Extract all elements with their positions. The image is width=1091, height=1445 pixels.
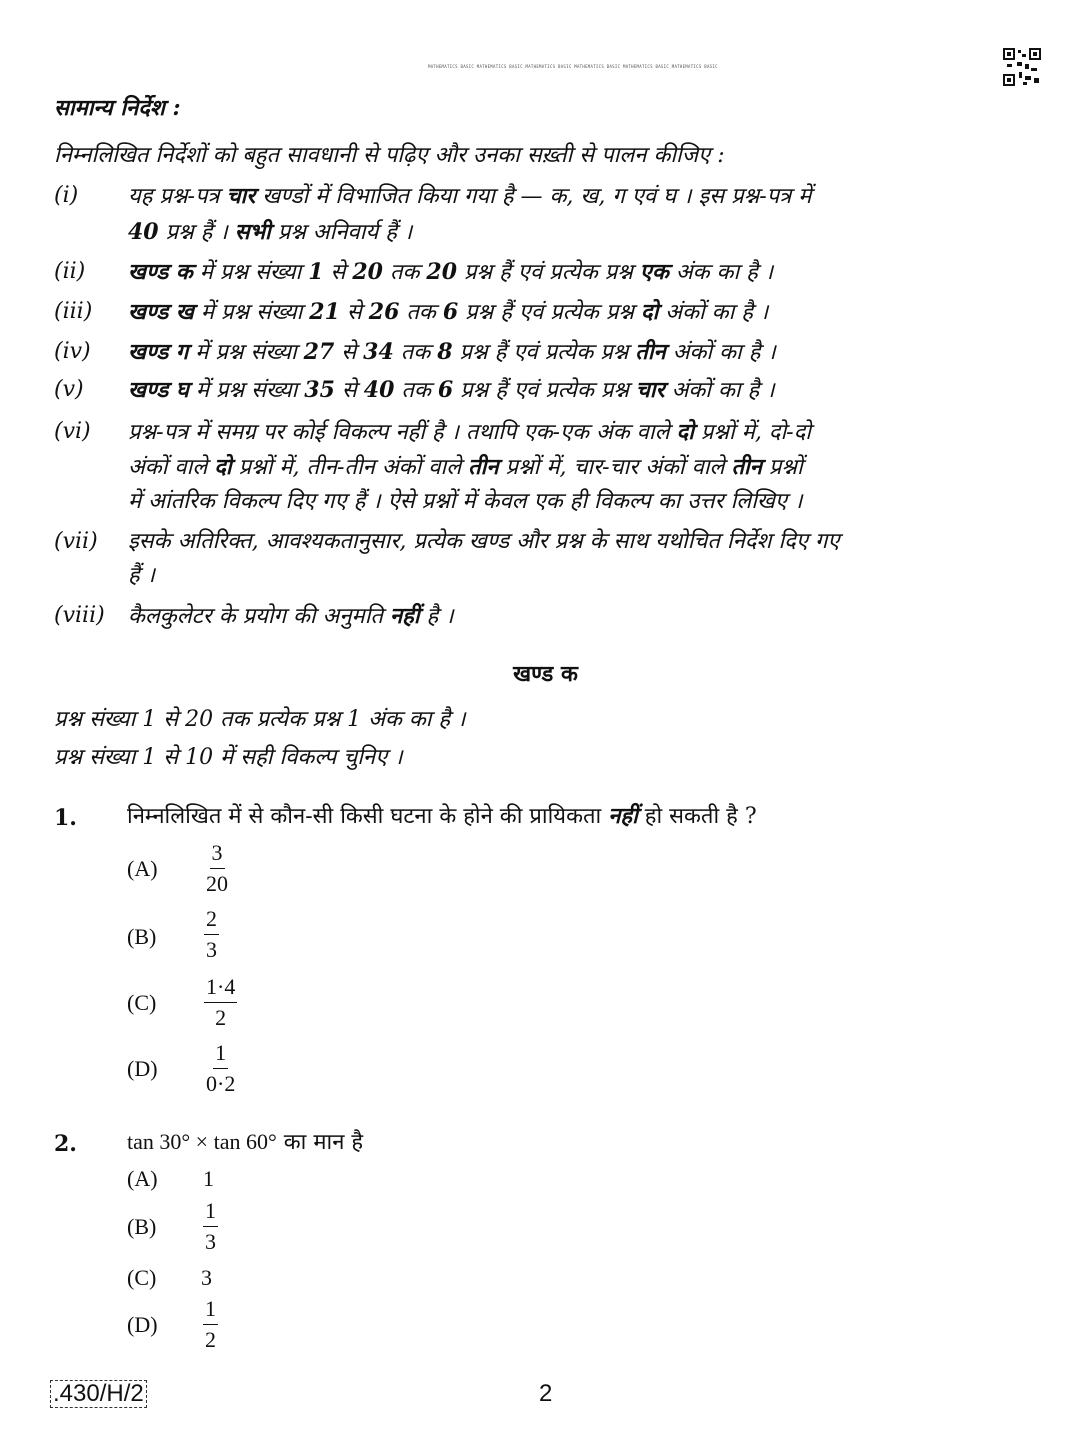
page-number: 2 — [539, 1380, 553, 1407]
instruction-number: (iv) — [54, 339, 91, 364]
section-title: खण्ड क — [513, 661, 578, 687]
option-label: (C) — [127, 990, 157, 1015]
instruction-text: इसके अतिरिक्त, आवश्यकतानुसार, प्रत्येक खण्ड और प्रश्न के साथ यथोचित निर्देश दिए गए — [128, 529, 840, 554]
option-fraction: $\frac{1\cdot 4}{2}$ — [206, 974, 236, 1030]
instruction-text: खण्ड घ में प्रश्न संख्या 35 से 40 तक 6 प्रश्न हैं एवं प्रत्येक प्रश्न चार अंकों का है । — [128, 377, 775, 403]
instructions-intro: निम्नलिखित निर्देशों को बहुत सावधानी से पढ़िए और उनका सख़्ती से पालन कीजिए : — [54, 143, 725, 168]
option-label: (D) — [127, 1056, 158, 1081]
qr-code-icon — [1003, 48, 1041, 86]
instruction-text: कैलकुलेटर के प्रयोग की अनुमति नहीं है । — [128, 603, 454, 629]
instructions-heading: सामान्य निर्देश : — [54, 95, 181, 121]
option-fraction: $\frac{1}{2}$ — [205, 1296, 216, 1352]
option-label: (A) — [127, 1166, 158, 1191]
question-number: 1. — [54, 805, 77, 831]
instruction-text: अंकों वाले दो प्रश्नों में, तीन-तीन अंकों वाले तीन प्रश्नों में, चार-चार अंकों वाले तीन प्रश्नों — [128, 454, 803, 480]
option-value: 3 — [201, 1265, 212, 1290]
instruction-number: (vi) — [54, 419, 91, 444]
option-fraction: $\frac{2}{3}$ — [206, 906, 217, 962]
question-text: tan 30° × tan 60° का मान है — [127, 1129, 364, 1155]
option-fraction: $\frac{1}{3}$ — [205, 1198, 216, 1254]
instruction-text: खण्ड ग में प्रश्न संख्या 27 से 34 तक 8 प्रश्न हैं एवं प्रत्येक प्रश्न तीन अंकों का है । — [128, 339, 776, 365]
instruction-text: 40 प्रश्न हैं । सभी प्रश्न अनिवार्य हैं । — [128, 219, 413, 245]
instruction-text: खण्ड ख में प्रश्न संख्या 21 से 26 तक 6 प्रश्न हैं एवं प्रत्येक प्रश्न दो अंकों का है । — [128, 299, 769, 325]
section-note: प्रश्न संख्या 1 से 10 में सही विकल्प चुनिए । — [54, 745, 403, 770]
option-label: (D) — [127, 1312, 158, 1337]
option-label: (A) — [127, 856, 158, 881]
option-value: 1 — [203, 1166, 214, 1191]
instruction-number: (i) — [54, 183, 79, 208]
paper-code: .430/H/2 — [50, 1380, 147, 1408]
instruction-number: (iii) — [54, 299, 93, 324]
option-fraction: $\frac{1}{0\cdot 2}$ — [206, 1040, 236, 1096]
option-fraction: $\frac{3}{20}$ — [206, 840, 228, 896]
instruction-number: (v) — [54, 377, 84, 402]
instruction-text: हैं । — [128, 563, 156, 588]
option-label: (C) — [127, 1265, 157, 1290]
question-text: निम्नलिखित में से कौन-सी किसी घटना के होने की प्रायिकता नहीं हो सकती है ? — [127, 803, 757, 829]
instruction-text: प्रश्न-पत्र में समग्र पर कोई विकल्प नहीं है । तथापि एक-एक अंक वाले दो प्रश्नों में, दो-दो — [128, 419, 811, 445]
section-note: प्रश्न संख्या 1 से 20 तक प्रत्येक प्रश्न 1 अंक का है । — [54, 707, 466, 732]
option-label: (B) — [127, 924, 157, 949]
instruction-number: (viii) — [54, 603, 105, 628]
instruction-text: यह प्रश्न-पत्र चार खण्डों में विभाजित किया गया है — क, ख, ग एवं घ । इस प्रश्न-पत्र में — [128, 183, 812, 209]
instruction-text: में आंतरिक विकल्प दिए गए हैं । ऐसे प्रश्नों में केवल एक ही विकल्प का उत्तर लिखिए । — [128, 489, 803, 514]
header-strip: MATHEMATICS BASIC MATHEMATICS BASIC MATHEMATICS BASIC MATHEMATICS BASIC MATHEMATICS BASIC MATHEMATICS BASIC — [428, 64, 718, 69]
question-number: 2. — [54, 1131, 77, 1157]
instruction-number: (ii) — [54, 259, 86, 284]
option-label: (B) — [127, 1214, 157, 1239]
instruction-number: (vii) — [54, 529, 98, 554]
instruction-text: खण्ड क में प्रश्न संख्या 1 से 20 तक 20 प्रश्न हैं एवं प्रत्येक प्रश्न एक अंक का है । — [128, 259, 774, 285]
